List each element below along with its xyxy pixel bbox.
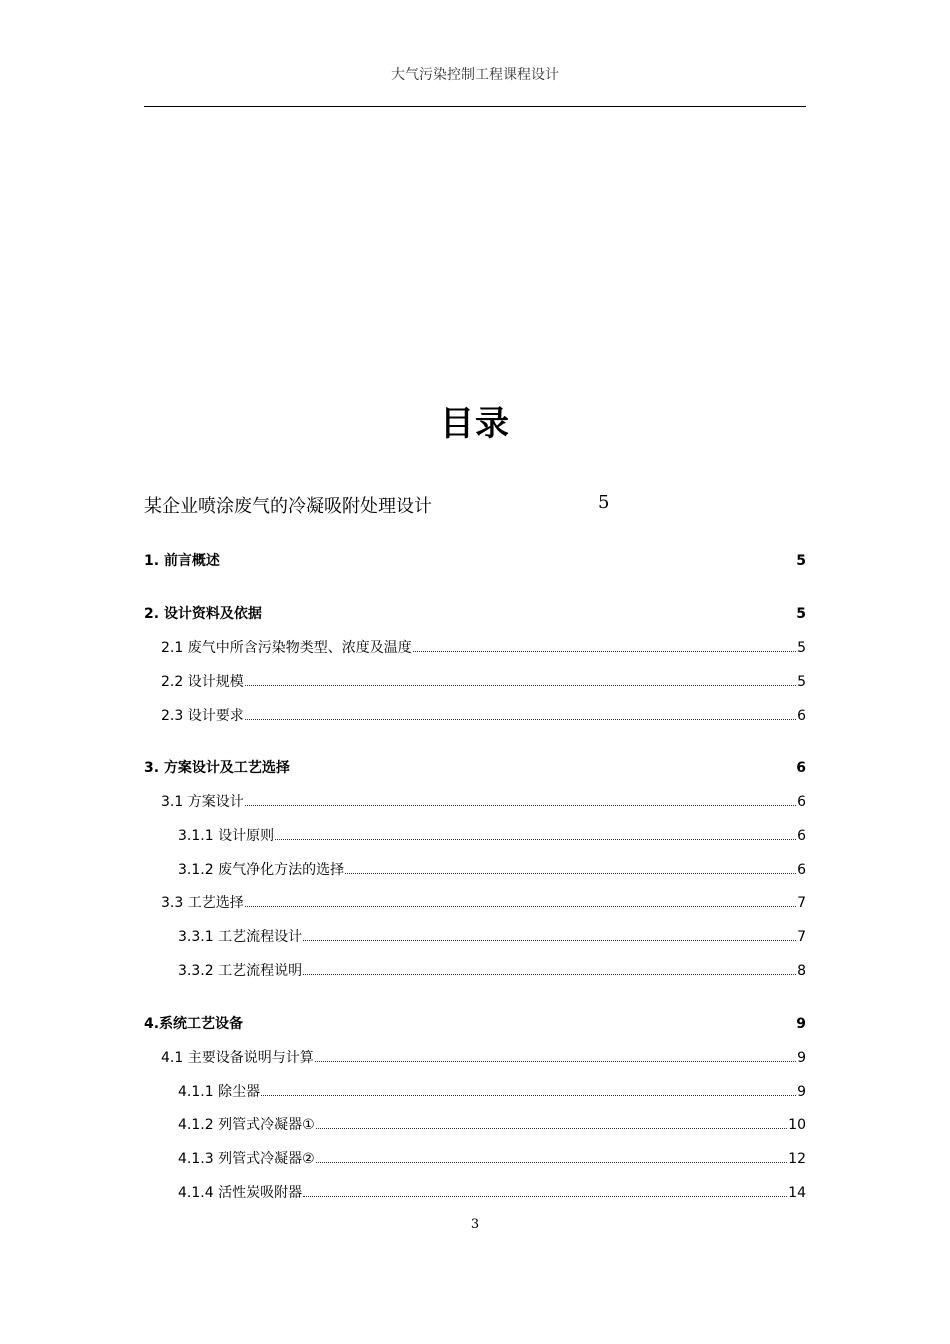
toc-entry-page: 9: [797, 1050, 806, 1066]
toc-entry-text: 活性炭吸附器: [218, 1185, 303, 1201]
toc-entry-text: 系统工艺设备: [159, 1016, 244, 1032]
toc-leader-dots: [303, 974, 796, 975]
toc-entry-3-1[interactable]: [161, 791, 806, 811]
toc-entry-2[interactable]: [144, 603, 806, 623]
toc-entry-num: 3.3.2: [178, 963, 214, 979]
toc-entry-text: 废气净化方法的选择: [218, 862, 345, 878]
toc-entry-text: 废气中所含污染物类型、浓度及温度: [187, 640, 412, 656]
page-title: 目录: [440, 404, 510, 444]
toc-entry-4-1-2[interactable]: [178, 1114, 806, 1134]
toc-entry-text: 工艺选择: [187, 895, 244, 911]
toc-entry-text: 列管式冷凝器②: [218, 1151, 315, 1167]
toc-entry-3-3-1[interactable]: [178, 926, 806, 946]
document-title-page: 5: [598, 492, 610, 513]
toc-entry-page: 9: [796, 1016, 806, 1032]
toc-entry-text: 主要设备说明与计算: [187, 1050, 314, 1066]
toc-leader-dots: [245, 685, 796, 686]
toc-entry-num: 3.1.2: [178, 862, 214, 878]
toc-entry-4-1-4[interactable]: [178, 1182, 806, 1202]
toc-entry-text: 列管式冷凝器①: [218, 1117, 315, 1133]
toc-entry-page: 9: [797, 1084, 806, 1100]
toc-entry-num: 3.1: [161, 794, 184, 810]
toc-entry-4-1-3[interactable]: [178, 1148, 806, 1168]
toc-entry-num: 2.: [144, 606, 160, 622]
toc-entry-text: 方案设计及工艺选择: [163, 760, 290, 776]
toc-entry-num: 2.2: [161, 674, 184, 690]
toc-entry-page: 8: [797, 963, 806, 979]
toc-entry-page: 5: [797, 674, 806, 690]
toc-entry-1[interactable]: [144, 550, 806, 570]
header-rule: [144, 106, 806, 107]
document-title: 某企业喷涂废气的冷凝吸附处理设计: [144, 496, 432, 517]
toc-entry-text: 前言概述: [163, 553, 220, 569]
toc-entry-num: 4.1.2: [178, 1117, 214, 1133]
toc-entry-4-1[interactable]: [161, 1047, 806, 1067]
toc-entry-2-3[interactable]: [161, 705, 806, 725]
toc-leader-dots: [315, 1061, 796, 1062]
toc-entry-page: 6: [796, 760, 806, 776]
toc-entry-3-3[interactable]: [161, 892, 806, 912]
toc-entry-4[interactable]: [144, 1013, 806, 1033]
toc-entry-text: 工艺流程设计: [218, 929, 303, 945]
toc-entry-page: 5: [796, 553, 806, 569]
toc-entry-page: 7: [797, 929, 806, 945]
toc-leader-dots: [413, 651, 796, 652]
toc-entry-2-2[interactable]: [161, 671, 806, 691]
toc-leader-dots: [261, 1095, 796, 1096]
toc-leader-dots: [303, 1196, 787, 1197]
page-number: 3: [470, 1217, 480, 1232]
toc-entry-num: 4.1.1: [178, 1084, 214, 1100]
toc-entry-4-1-1[interactable]: [178, 1081, 806, 1101]
toc-entry-num: 4.1.4: [178, 1185, 214, 1201]
toc-entry-3[interactable]: [144, 757, 806, 777]
toc-entry-num: 3.3.1: [178, 929, 214, 945]
toc-entry-page: 6: [797, 794, 806, 810]
toc-entry-text: 设计规模: [187, 674, 244, 690]
toc-entry-page: 12: [788, 1151, 806, 1167]
toc-entry-num: 3.1.1: [178, 828, 214, 844]
toc-leader-dots: [245, 805, 796, 806]
toc-entry-num: 1.: [144, 553, 160, 569]
toc-entry-text: 设计原则: [218, 828, 275, 844]
toc-entry-page: 6: [797, 862, 806, 878]
toc-entry-page: 14: [788, 1185, 806, 1201]
toc-entry-page: 7: [797, 895, 806, 911]
toc-entry-3-1-2[interactable]: [178, 859, 806, 879]
toc-entry-num: 3.: [144, 760, 160, 776]
toc-entry-page: 6: [797, 708, 806, 724]
toc-entry-page: 6: [797, 828, 806, 844]
toc-entry-text: 方案设计: [187, 794, 244, 810]
toc-entry-num: 4.1.3: [178, 1151, 214, 1167]
toc-entry-num: 2.1: [161, 640, 184, 656]
toc-entry-num: 2.3: [161, 708, 184, 724]
toc-entry-3-3-2[interactable]: [178, 960, 806, 980]
toc-entry-page: 10: [788, 1117, 806, 1133]
toc-entry-text: 设计资料及依据: [163, 606, 262, 622]
toc-entry-page: 5: [796, 606, 806, 622]
toc-leader-dots: [245, 719, 796, 720]
toc-entry-num: 3.3: [161, 895, 184, 911]
toc-entry-2-1[interactable]: [161, 637, 806, 657]
toc-entry-3-1-1[interactable]: [178, 825, 806, 845]
toc-leader-dots: [245, 906, 796, 907]
toc-entry-text: 设计要求: [187, 708, 244, 724]
toc-leader-dots: [316, 1162, 788, 1163]
toc-leader-dots: [303, 940, 796, 941]
toc-entry-num: 4.: [144, 1016, 160, 1032]
toc-entry-text: 除尘器: [218, 1084, 261, 1100]
toc-entry-text: 工艺流程说明: [218, 963, 303, 979]
toc-entry-num: 4.1: [161, 1050, 184, 1066]
page-header: 大气污染控制工程课程设计: [391, 67, 559, 83]
toc-leader-dots: [275, 839, 796, 840]
toc-leader-dots: [345, 873, 796, 874]
toc-leader-dots: [316, 1128, 788, 1129]
toc-entry-page: 5: [797, 640, 806, 656]
